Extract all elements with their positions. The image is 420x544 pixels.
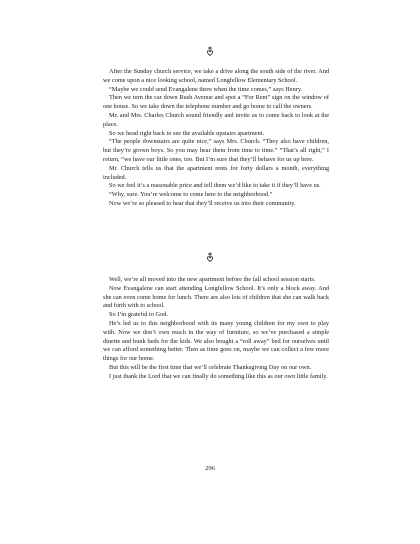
- paragraph: Well, we’re all moved into the new apartment before the fall school session starts.: [109, 276, 316, 283]
- page-number: 296: [205, 465, 215, 472]
- section-ornament-top: [0, 46, 420, 56]
- paragraph: So we feel it’s a reasonable price and tell them we’d like to take it if they’ll have us.: [109, 182, 321, 190]
- section-one-text: [103, 68, 329, 209]
- cross-heart-ornament-icon: [206, 251, 214, 262]
- paragraph: Mr. and Mrs. Charles Church sound friendly and invite us to come back to look at the place.: [103, 111, 329, 128]
- paragraph: He’s led us to this neighborhood with its many young children for my own to play with. Now we don’t own much in the way of furniture, so we’ve purchased a simple dinette and bunk beds for the kids. We also bought a “roll away” bed for ourselves until we can afford something better. Then as time goes on, maybe we can collect a few more things for our home.: [103, 319, 329, 363]
- paragraph: So I’m grateful to God.: [109, 311, 168, 319]
- paragraph: “Why, sure. You’re welcome to come here to the neighborhood.”: [109, 191, 273, 199]
- paragraph: So we head right back to see the available upstairs apartment.: [109, 129, 265, 137]
- cross-heart-ornament-icon: [206, 45, 214, 56]
- paragraph: “The people downstairs are quite nice,” says Mrs. Church. “They also have children, but they’re grown boys. So you may hear them from time to time.” “That’s all right,” I return, “we have our little ones, too. But I’m sure that they’ll behave for us up here.: [103, 138, 329, 163]
- paragraph: Then we turn the car down Rush Avenue and spot a “For Rent” sign on the window of one house. So we take down the telephone number and go home to call the owners.: [103, 94, 329, 111]
- paragraph: Now Evangalene can start attending Longfellow School. It’s only a block away. And she can even come home for lunch. There are also lots of children that she can walk back and forth with to school.: [103, 284, 329, 310]
- section-ornament-middle: [0, 252, 420, 262]
- paragraph: But this will be the first time that we’ll celebrate Thanksgiving Day on our own.: [109, 363, 312, 371]
- paragraph: “Maybe we could send Evangalene there when the time comes,” says Henry.: [109, 85, 303, 93]
- section-two-text: [103, 276, 329, 382]
- paragraph: I just thank the Lord that we can finally do something like this as our own little family.: [109, 372, 328, 380]
- paragraph: After the Sunday church service, we take a drive along the south side of the river. And we come upon a nice looking school, named Longfellow Elementary School.: [103, 68, 329, 84]
- paragraph: Mr. Church tells us that the apartment rents for forty dollars a month, everything included.: [103, 164, 329, 181]
- paragraph: Now we’re so pleased to hear that they’ll receive us into their community.: [109, 199, 296, 207]
